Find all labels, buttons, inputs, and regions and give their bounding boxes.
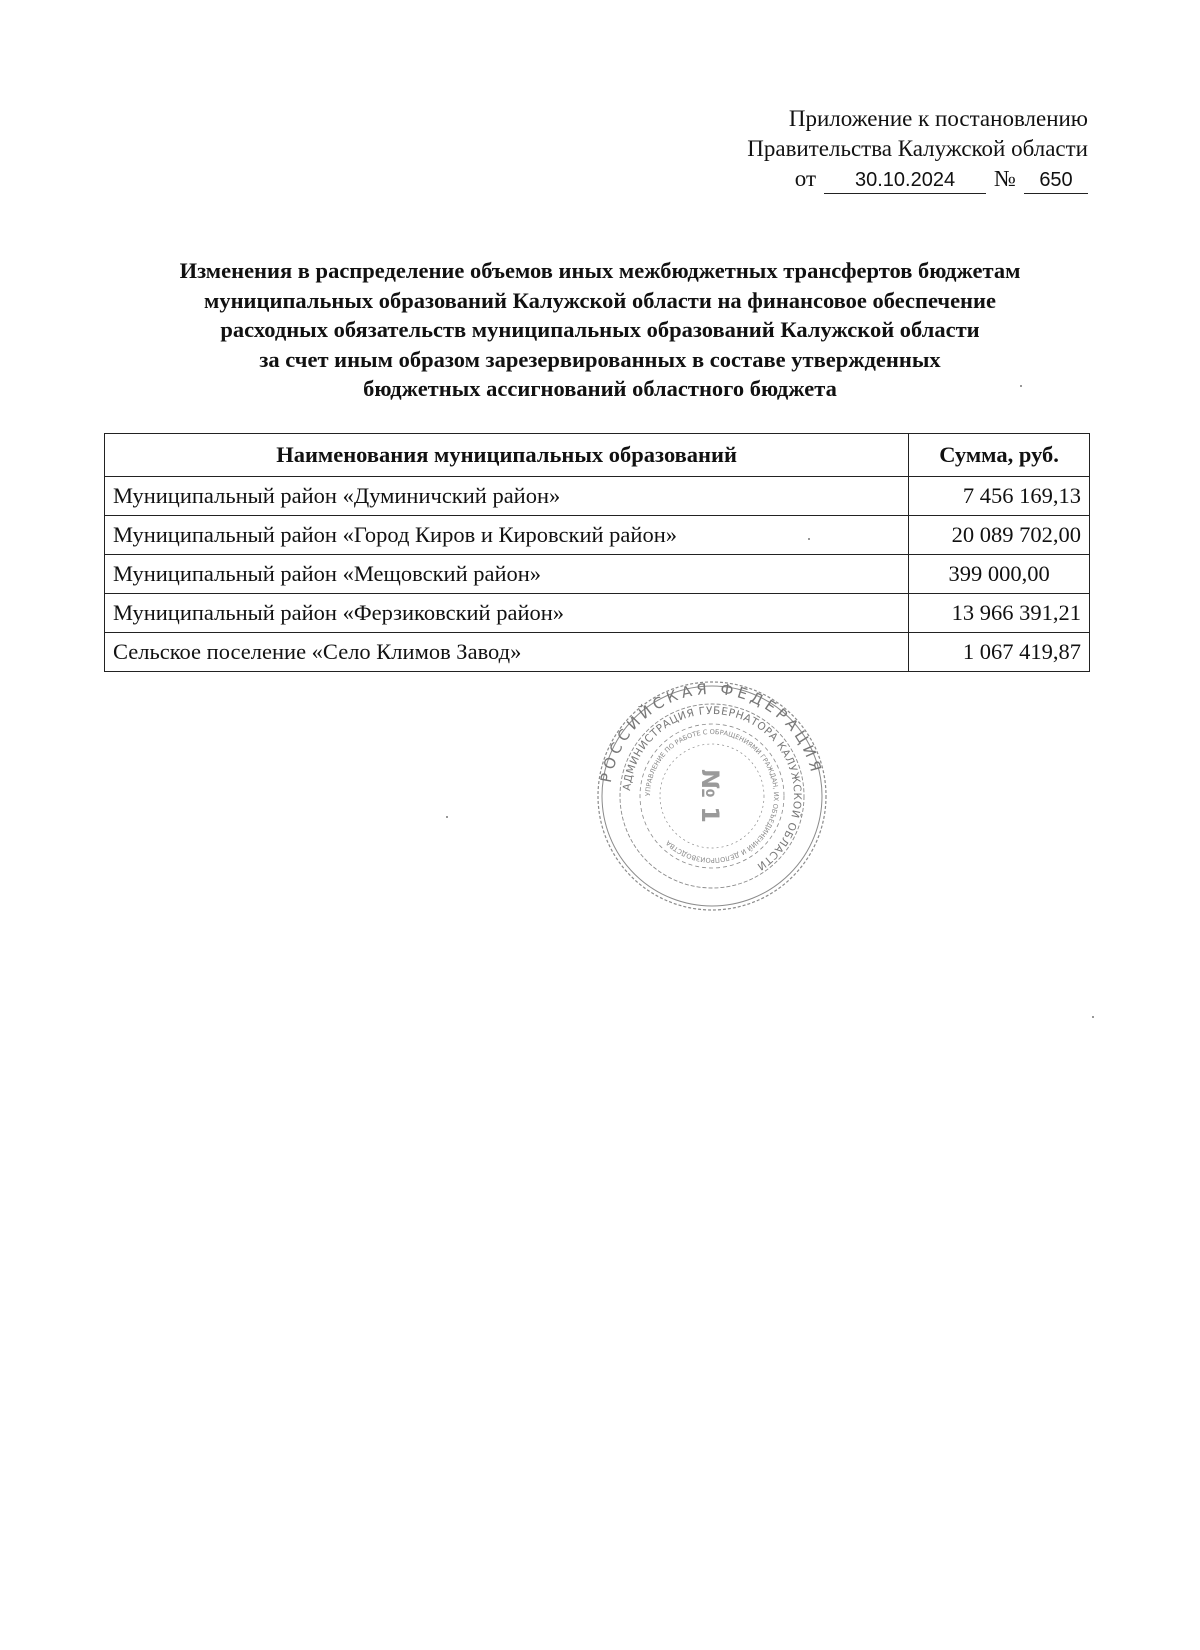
row-name: Сельское поселение «Село Климов Завод» <box>105 633 909 672</box>
resolution-number: 650 <box>1024 168 1088 194</box>
seal-outer-text: РОССИЙСКАЯ ФЕДЕРАЦИЯ <box>596 680 826 784</box>
title-line-2: муниципальных образований Калужской области на финансовое обеспечение <box>204 287 996 313</box>
seal-inner-text: УПРАВЛЕНИЕ ПО РАБОТЕ С ОБРАЩЕНИЯМИ ГРАЖДАН, ИХ ОБЪЕДИНЕНИЙ И ДЕЛОПРОИЗВОДСТВА <box>643 727 781 865</box>
seal-middle-text: АДМИНИСТРАЦИЯ ГУБЕРНАТОРА КАЛУЖСКОЙ ОБЛАСТИ <box>621 704 804 873</box>
title-line-4: за счет иным образом зарезервированных в составе утвержденных <box>259 346 941 372</box>
scan-speck <box>1020 385 1022 387</box>
table-row <box>105 594 1090 633</box>
title-line-5: бюджетных ассигнований областного бюджета <box>363 376 837 401</box>
scan-speck <box>808 538 810 540</box>
number-label: № <box>994 166 1016 191</box>
table-row <box>105 555 1090 594</box>
row-sum: 20 089 702,00 <box>909 516 1090 555</box>
appendix-line-2: Правительства Калужской области <box>747 136 1088 161</box>
row-name: Муниципальный район «Думиничский район» <box>105 477 909 516</box>
row-name: Муниципальный район «Мещовский район» <box>105 555 909 594</box>
from-label: от <box>794 166 817 191</box>
title-line-3: расходных обязательств муниципальных образований Калужской области <box>220 317 980 342</box>
row-name: Муниципальный район «Ферзиковский район» <box>105 594 909 633</box>
header-sum: Сумма, руб. <box>909 434 1090 477</box>
appendix-block <box>747 104 1088 194</box>
scan-speck <box>446 816 448 818</box>
table-row <box>105 633 1090 672</box>
header-name: Наименования муниципальных образований <box>105 434 909 477</box>
resolution-date: 30.10.2024 <box>824 168 986 194</box>
row-sum: 399 000,00 <box>909 555 1090 594</box>
table-row <box>105 477 1090 516</box>
document-title <box>100 256 1100 404</box>
appendix-date-line <box>747 164 1088 194</box>
transfers-table <box>104 433 1090 672</box>
row-name: Муниципальный район «Город Киров и Кировский район» <box>105 516 909 555</box>
row-sum: 1 067 419,87 <box>909 633 1090 672</box>
row-sum: 7 456 169,13 <box>909 477 1090 516</box>
seal-center-text: № 1 <box>696 769 724 823</box>
table-header-row <box>105 434 1090 477</box>
title-line-1: Изменения в распределение объемов иных межбюджетных трансфертов бюджетам <box>179 258 1021 283</box>
scan-speck <box>1092 1016 1094 1018</box>
appendix-line-1: Приложение к постановлению <box>788 106 1088 131</box>
row-sum: 13 966 391,21 <box>909 594 1090 633</box>
official-seal <box>596 680 828 912</box>
table-row <box>105 516 1090 555</box>
